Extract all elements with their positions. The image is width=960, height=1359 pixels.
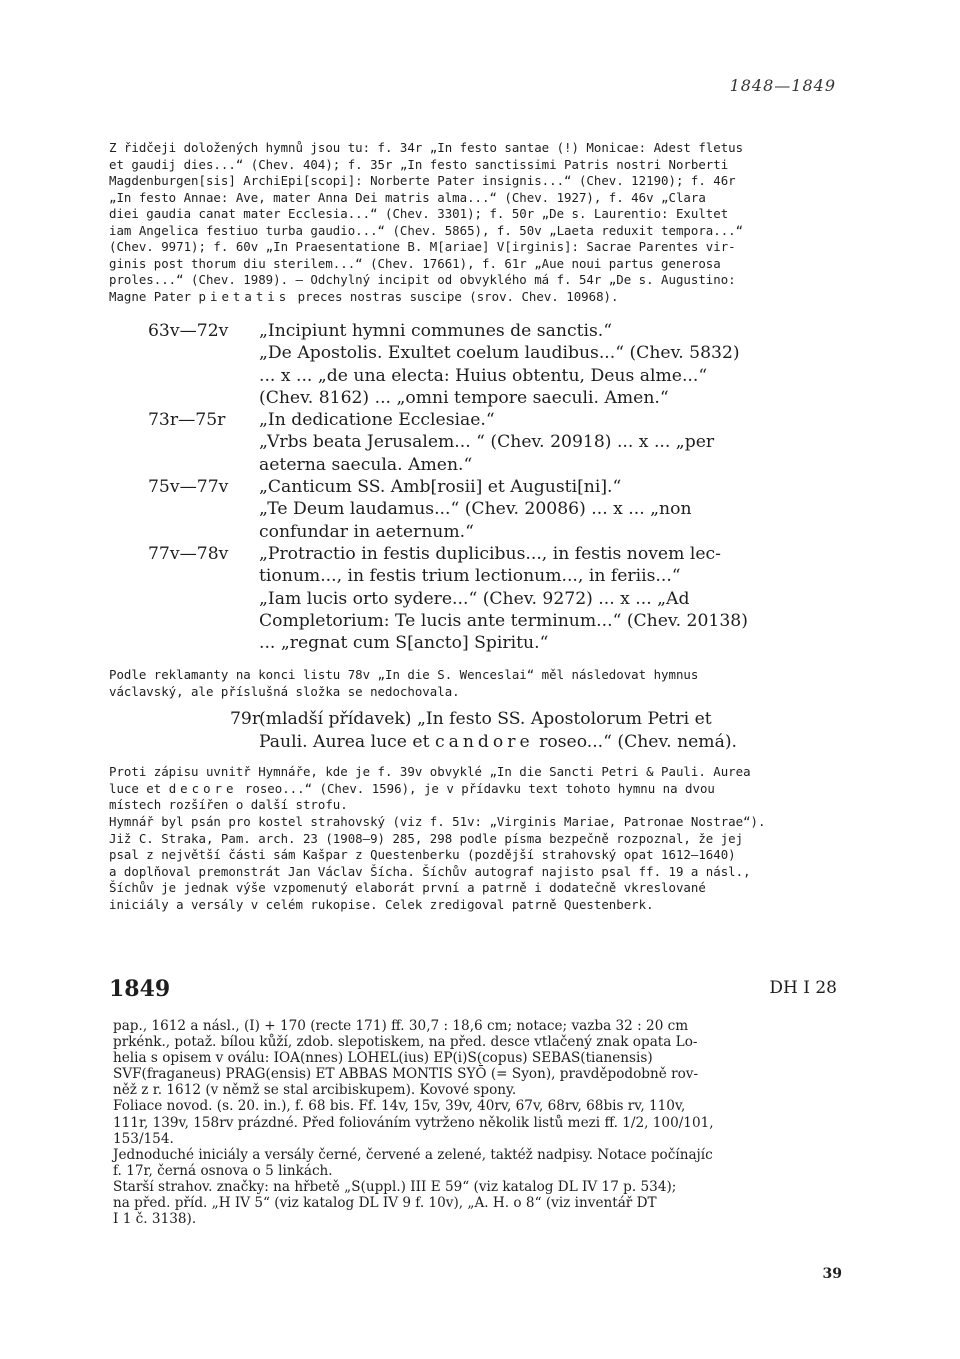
folio-label: 73r—75r: [148, 410, 226, 431]
entry-77v: [148, 543, 838, 654]
text-line: václavský, ale příslušná složka se nedochovala.: [109, 683, 460, 699]
text-run: Magne Pater: [109, 288, 199, 304]
manuscript-description: [113, 1018, 837, 1227]
text-line: (Chev. 8162) ... „omni tempore saeculi. Amen.“: [259, 387, 669, 408]
text-line: iam Angelica festiuo turba gaudio...“ (Chev. 5865), f. 50v „Laeta reduxit tempora...“: [109, 222, 744, 238]
entry-body: [259, 320, 838, 409]
text-line: prkénk., potaž. bílou kůží, zdob. slepotiskem, na před. desce vtlačený znak opata Lo-: [113, 1034, 698, 1051]
text-line: „Te Deum laudamus...“ (Chev. 20086) ... x ... „non: [259, 499, 692, 520]
text-line: diei gaudia canat mater Ecclesia...“ (Chev. 3301); f. 50r „De s. Laurentio: Exultet: [109, 206, 729, 221]
text-line: [259, 731, 838, 754]
text-line: Podle reklamanty na konci listu 78v „In die S. Wenceslai“ měl následovat hymnus: [109, 667, 699, 682]
text-line: „Protractio in festis duplicibus..., in festis novem lec-: [259, 543, 721, 564]
text-line: 111r, 139v, 158rv prázdné. Před foliováním vytrženo několik listů mezi ff. 1/2, 100/101,: [113, 1114, 714, 1131]
entry-body: [259, 708, 838, 753]
text-run: roseo...“ (Chev. nemá).: [533, 731, 738, 752]
text-run: luce et: [109, 780, 169, 796]
text-line: Proti zápisu uvnitř Hymnáře, kde je f. 39v obvyklé „In die Sancti Petri & Pauli. Aurea: [109, 764, 751, 779]
text-line: „Iam lucis orto sydere...“ (Chev. 9272) ... x ... „Ad: [259, 588, 690, 609]
text-line: „In festo Annae: Ave, mater Anna Dei matris alma...“ (Chev. 1927), f. 46v „Clara: [109, 189, 706, 205]
text-line: tionum..., in festis trium lectionum..., in feriis...“: [259, 566, 681, 587]
text-line: psal z největší části sám Kašpar z Questenberku (pozdější strahovský opat 1612—1640): [109, 847, 736, 862]
spaced-word: decore: [168, 780, 238, 796]
text-line: Magdenburgen[sis] ArchiEpi[scopi]: Norberte Pater insignis...“ (Chev. 12190); f. 46r: [109, 173, 736, 188]
text-line: confundar in aeternum.“: [259, 521, 474, 542]
spaced-word: pietatis: [198, 288, 291, 304]
text-run: preces nostras suscipe (srov. Chev. 10968).: [290, 288, 619, 304]
entry-63v: [148, 320, 838, 409]
entry-73r: [148, 409, 838, 476]
folio-entries: [148, 320, 838, 654]
entry-75v: [148, 476, 838, 543]
text-line: ginis post thorum diu sterilem...“ (Chev. 17661), f. 61r „Aue noui partus generosa: [109, 255, 721, 271]
text-line: „De Apostolis. Exultet coelum laudibus...“ (Chev. 5832): [259, 343, 740, 364]
text-line: helia s opisem v oválu: IOA(nnes) LOHEL(ius) EP(i)S(copus) SEBAS(tianensis): [113, 1050, 653, 1067]
text-line: Hymnář byl psán pro kostel strahovský (viz f. 51v: „Virginis Mariae, Patronae Nostrae“).: [109, 814, 766, 829]
folio-label: 79r: [230, 709, 261, 729]
text-line: ... „regnat cum S[ancto] Spiritu.“: [259, 633, 549, 654]
folio-label: 63v—72v: [148, 321, 229, 341]
text-line: Již C. Straka, Pam. arch. 23 (1908—9) 285, 298 podle písma bezpečně rozpoznal, že jej: [109, 830, 744, 846]
shelfmark: DH I 28: [769, 978, 837, 998]
entry-79r: [230, 708, 838, 753]
text-line: a doplňoval premonstrát Jan Václav Šícha. Šíchův autograf najisto psal ff. 19 a násl.,: [109, 863, 751, 879]
text-line: „In dedicatione Ecclesiae.“: [259, 410, 495, 431]
text-line: [109, 781, 837, 798]
text-run: Pauli. Aurea luce et: [259, 731, 435, 752]
text-line: „Canticum SS. Amb[rosii] et Augusti[ni].“: [259, 477, 622, 498]
intro-paragraph: [109, 140, 837, 305]
text-line: (Chev. 9971); f. 60v „In Praesentatione B. M[ariae] V[irginis]: Sacrae Parentes vir-: [109, 239, 736, 254]
entry-body: [259, 543, 838, 654]
note-proti: [109, 764, 837, 814]
page-number: 39: [822, 1266, 842, 1282]
text-line: SVF(fraganeus) PRAG(ensis) ET ABBAS MONTIS SYŌ (= Syon), pravděpodobně rov-: [113, 1066, 699, 1083]
text-line: Starší strahov. značky: na hřbetě „S(uppl.) III E 59“ (viz katalog DL IV 17 p. 534);: [113, 1178, 677, 1195]
text-line: proles...“ (Chev. 1989). — Odchylný incipit od obvyklého má f. 54r „De s. Augustino:: [109, 272, 736, 287]
text-line: f. 17r, černá osnova o 5 linkách.: [113, 1162, 333, 1179]
text-line: et gaudij dies...“ (Chev. 404); f. 35r „In festo sanctissimi Patris nostri Norberti: [109, 156, 729, 172]
text-line: 153/154.: [113, 1130, 174, 1147]
entry-body: [259, 476, 838, 543]
text-line: aeterna saecula. Amen.“: [259, 454, 473, 475]
running-head: 1848—1849: [729, 76, 836, 95]
note-reklamanta: [109, 667, 837, 700]
text-line: Completorium: Te lucis ante terminum...“ (Chev. 20138): [259, 610, 748, 631]
text-line: Jednoduché iniciály a versály černé, červené a zelené, taktéž nadpisy. Notace počínajíc: [113, 1146, 713, 1163]
text-line: „Incipiunt hymni communes de sanctis.“: [259, 321, 613, 341]
section-number: 1849: [109, 976, 171, 1002]
text-line: „Vrbs beata Jerusalem... “ (Chev. 20918) ... x ... „per: [259, 432, 715, 453]
text-line: Šíchův je jednak výše vzpomenutý elaborát první a patrně i dodatečně vkreslované: [109, 880, 706, 895]
text-line: (mladší přídavek) „In festo SS. Apostolorum Petri et: [259, 709, 712, 729]
text-line: na před. příd. „H IV 5“ (viz katalog DL IV 9 f. 10v), „A. H. o 8“ (viz inventář DT: [113, 1195, 657, 1212]
text-line: ... x ... „de una electa: Huius obtentu, Deus alme...“: [259, 365, 708, 386]
text-line: místech rozšířen o další strofu.: [109, 797, 348, 812]
section-header: [109, 976, 837, 1006]
folio-label: 75v—77v: [148, 477, 229, 498]
spaced-word: candore: [434, 731, 534, 752]
text-line: Z řidčeji doložených hymnů jsou tu: f. 34r „In festo santae (!) Monicae: Adest fletus: [109, 140, 744, 155]
text-line: I 1 č. 3138).: [113, 1211, 197, 1228]
text-line: iniciály a versály v celém rukopise. Celek zredigoval patrně Questenberk.: [109, 896, 654, 912]
text-line: něž z r. 1612 (v němž se stal arcibiskupem). Kovové spony.: [113, 1082, 517, 1099]
text-run: roseo...“ (Chev. 1596), je v přídavku text tohoto hymnu na dvou: [237, 780, 715, 796]
note-hymnar: [109, 814, 837, 913]
text-line: Foliace novod. (s. 20. in.), f. 68 bis. Ff. 14v, 15v, 39v, 40rv, 67v, 68rv, 68bis rv, 110v,: [113, 1098, 686, 1115]
text-line: pap., 1612 a násl., (I) + 170 (recte 171) ff. 30,7 : 18,6 cm; notace; vazba 32 : 20 cm: [113, 1018, 689, 1034]
text-line: [109, 289, 837, 306]
folio-label: 77v—78v: [148, 543, 229, 564]
entry-body: [259, 409, 838, 476]
